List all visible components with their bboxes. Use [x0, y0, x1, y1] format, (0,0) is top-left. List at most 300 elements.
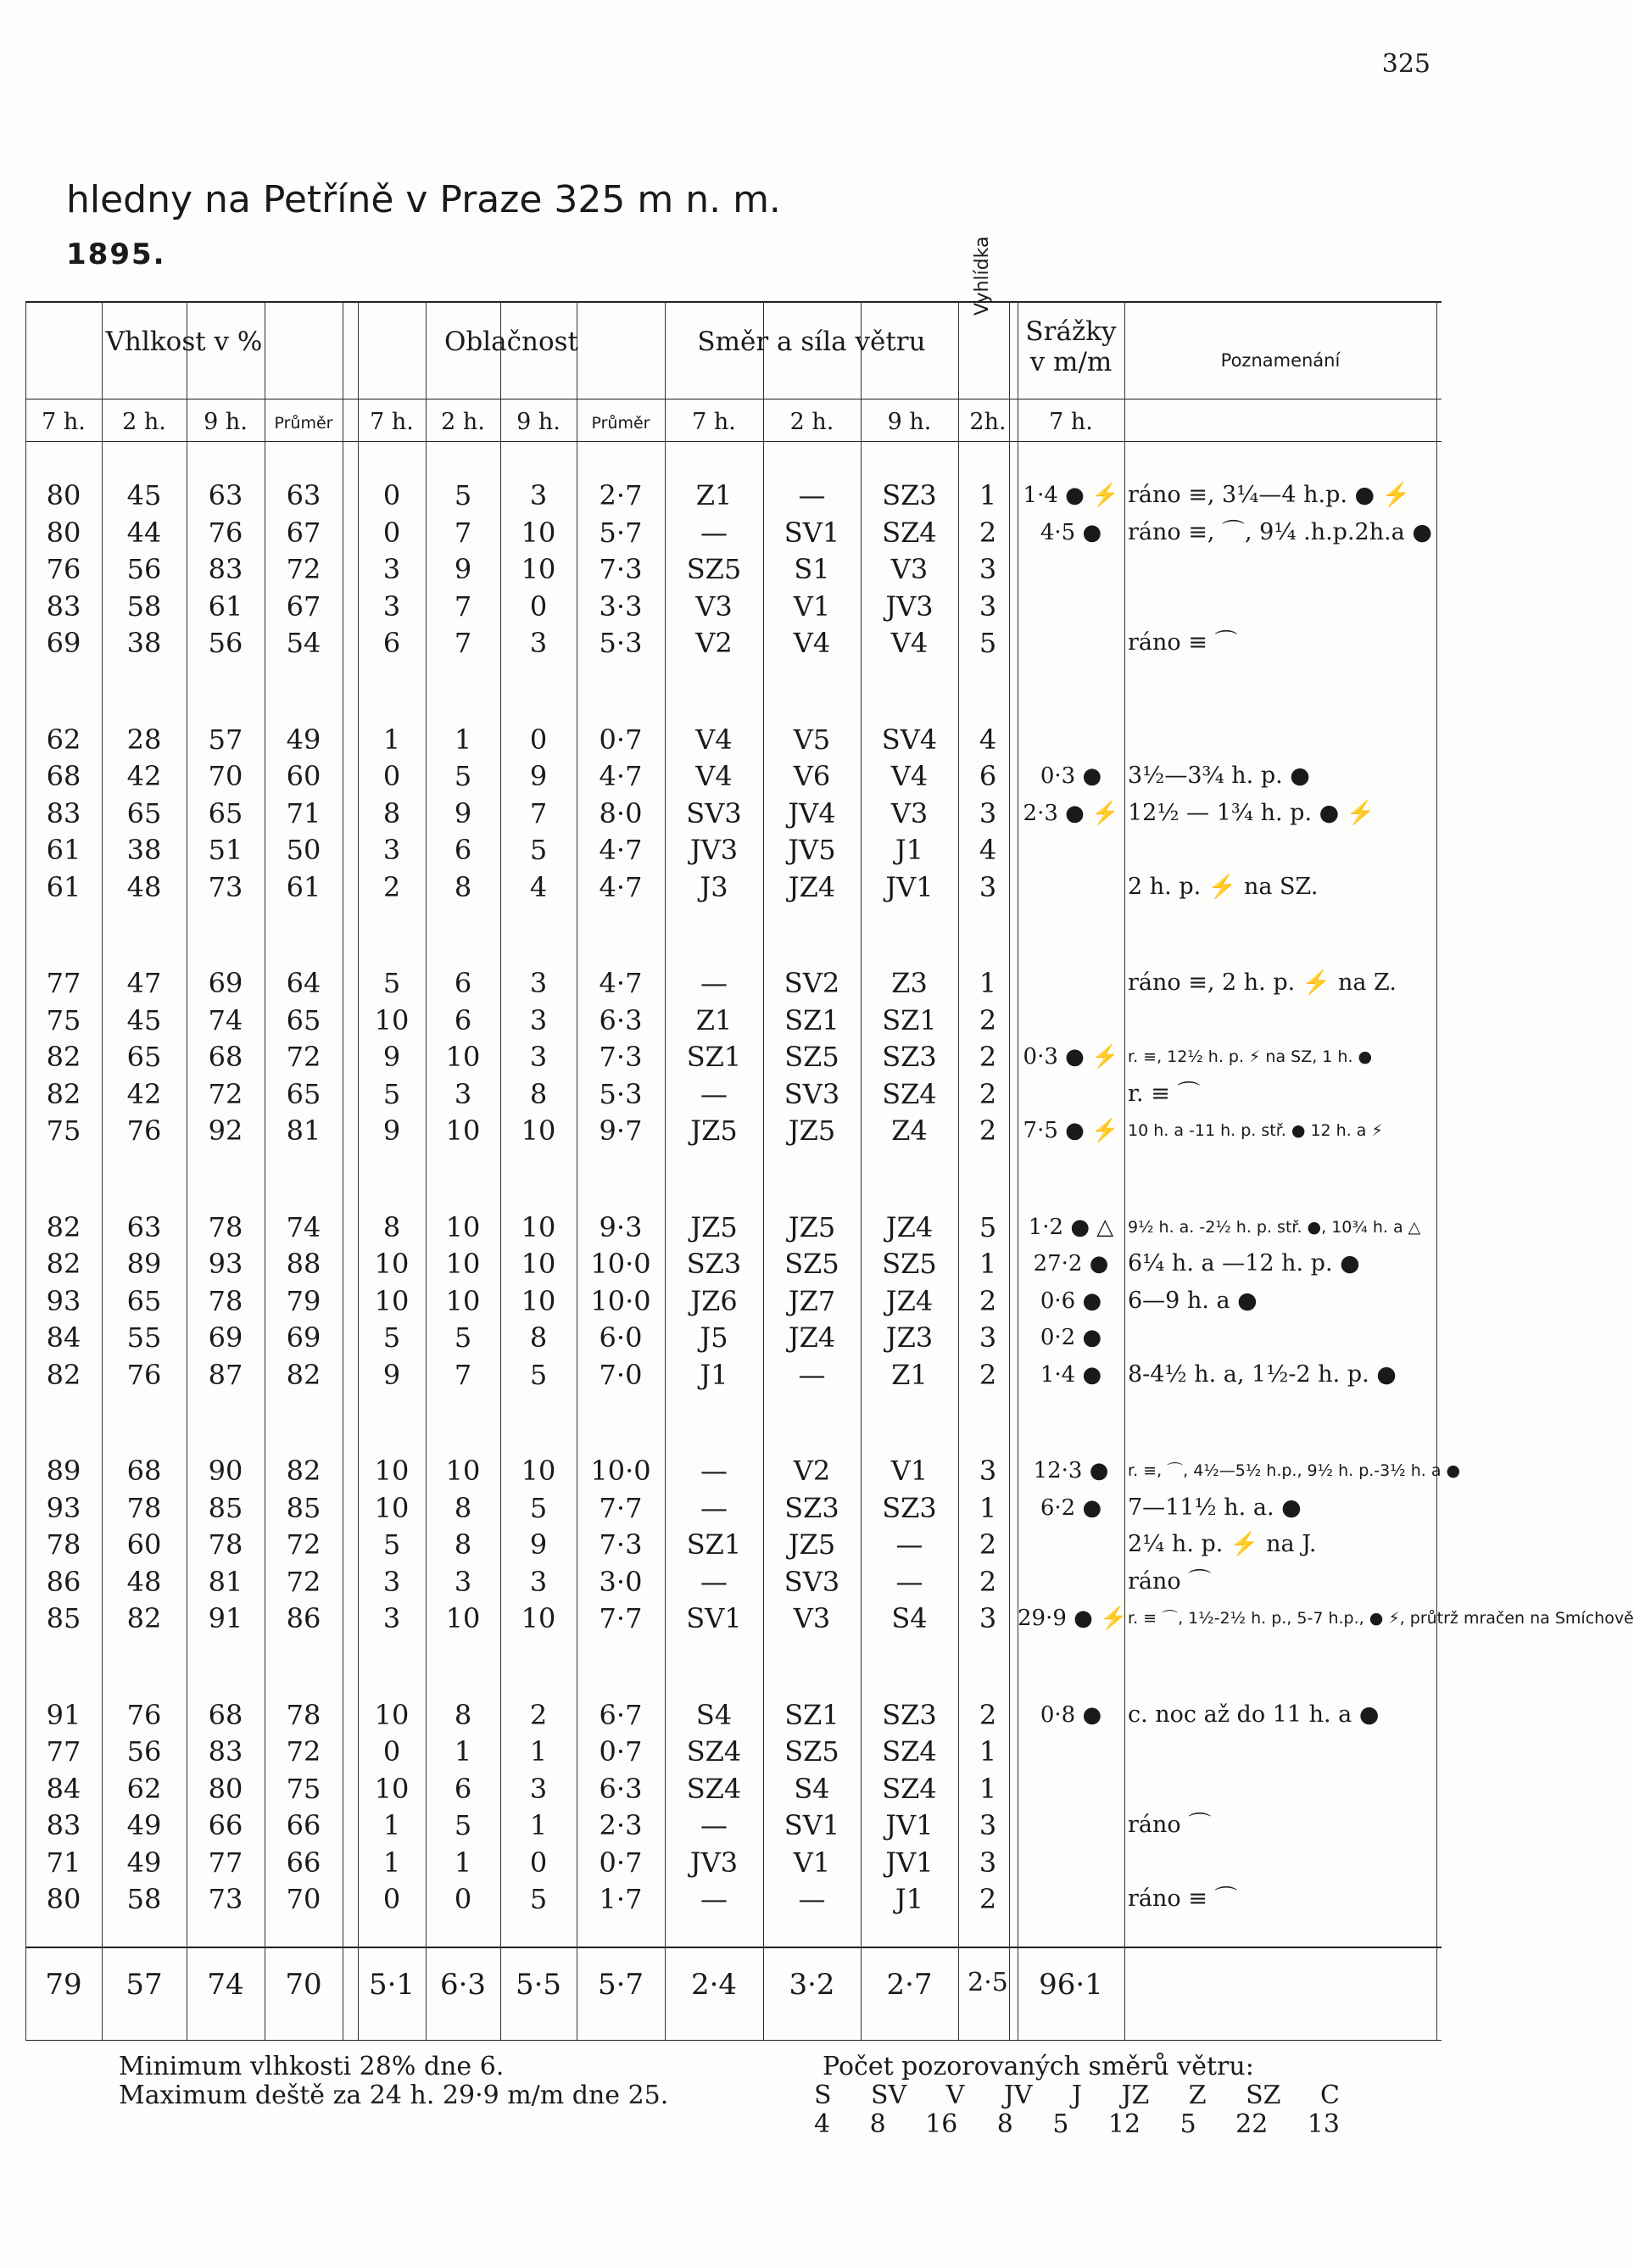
- table-cell: 10: [445, 1114, 481, 1147]
- table-cell: —: [700, 967, 728, 999]
- table-cell: 0·3 ● ⚡: [1023, 1044, 1119, 1070]
- table-cell: 9: [382, 1114, 401, 1147]
- sub-header: 2 h.: [122, 409, 166, 435]
- table-cell: 2: [979, 516, 997, 549]
- table-cell: JZ5: [788, 1114, 836, 1147]
- table-cell: 83: [208, 1735, 243, 1768]
- table-cell: 49: [286, 723, 321, 756]
- table-cell: 77: [208, 1846, 243, 1879]
- table-cell: 76: [126, 1698, 162, 1731]
- table-cell: 7: [529, 796, 548, 830]
- table-cell: 3: [979, 1846, 997, 1879]
- table-cell: 84: [46, 1772, 81, 1805]
- table-cell: 10: [445, 1248, 481, 1280]
- table-cell: 10: [374, 1491, 410, 1524]
- table-cell: 76: [46, 553, 81, 585]
- table-cell: 2: [979, 1358, 997, 1391]
- table-cell: 0: [454, 1883, 472, 1915]
- table-cell: 4: [529, 870, 548, 903]
- table-cell: 83: [46, 1809, 81, 1841]
- table-cell: S4: [891, 1602, 928, 1634]
- table-cell: V4: [695, 760, 733, 792]
- table-cell: 10: [521, 1210, 556, 1243]
- remark-cell: 10 h. a -11 h. p. stř. ● 12 h. a ⚡: [1128, 1121, 1383, 1140]
- total-cell: 2·5: [968, 1968, 1008, 1997]
- table-cell: 67: [286, 589, 321, 623]
- table-cell: 56: [126, 1735, 162, 1768]
- table-cell: 72: [286, 1041, 321, 1073]
- dir-count: 16: [925, 2109, 958, 2139]
- table-cell: SZ1: [686, 1528, 742, 1561]
- table-cell: 1: [454, 1846, 472, 1879]
- table-cell: 82: [286, 1455, 321, 1487]
- total-cell: 5·1: [368, 1968, 415, 2002]
- table-cell: 57: [208, 723, 243, 756]
- table-cell: 75: [286, 1772, 321, 1805]
- table-cell: 72: [286, 1565, 321, 1598]
- table-cell: 3: [529, 1003, 548, 1036]
- table-cell: SV4: [881, 723, 938, 756]
- table-cell: 0·3 ●: [1040, 763, 1102, 789]
- table-cell: 1: [979, 1735, 997, 1768]
- table-cell: —: [798, 1358, 826, 1391]
- table-cell: V3: [890, 553, 929, 585]
- table-cell: 2: [979, 1883, 997, 1915]
- dir-label: J: [1071, 2081, 1082, 2110]
- table-cell: —: [700, 1883, 728, 1915]
- table-cell: 45: [126, 479, 162, 511]
- table-cell: 3: [382, 1602, 401, 1634]
- table-cell: 85: [208, 1491, 243, 1524]
- table-cell: 80: [46, 516, 81, 549]
- table-cell: 2·3: [599, 1809, 643, 1841]
- dir-label: C: [1319, 2081, 1340, 2110]
- dir-count: 4: [814, 2109, 831, 2139]
- total-cell: 5·7: [597, 1968, 644, 2002]
- table-cell: —: [798, 479, 826, 511]
- table-cell: 89: [46, 1455, 81, 1487]
- table-cell: 50: [286, 834, 321, 866]
- table-cell: 82: [126, 1602, 162, 1634]
- table-cell: 8·0: [599, 796, 643, 830]
- table-cell: SZ3: [882, 1491, 937, 1524]
- remark-cell: r. ≡ ⌒, 1½-2½ h. p., 5-7 h.p., ● ⚡, průtrž mračen na Smíchově: [1128, 1609, 1634, 1628]
- table-cell: 8: [454, 1491, 472, 1524]
- table-cell: 10: [521, 1114, 556, 1147]
- table-cell: 1: [529, 1735, 548, 1768]
- table-cell: 2: [979, 1698, 997, 1731]
- table-cell: 10: [445, 1041, 481, 1073]
- table-cell: 72: [286, 1528, 321, 1561]
- table-cell: V2: [695, 627, 733, 659]
- table-cell: 7: [454, 1358, 472, 1391]
- table-cell: 1: [979, 479, 997, 511]
- table-cell: 8: [454, 1698, 472, 1731]
- table-cell: 5: [529, 1358, 548, 1391]
- table-cell: 55: [126, 1321, 162, 1354]
- table-cell: 51: [208, 834, 243, 866]
- table-cell: 2: [979, 1041, 997, 1073]
- table-cell: 65: [286, 1077, 321, 1110]
- table-cell: JZ4: [788, 870, 836, 903]
- table-cell: 0·7: [599, 723, 643, 756]
- remark-cell: ráno ⌒: [1128, 1567, 1212, 1595]
- remark-cell: 2¼ h. p. ⚡ na J.: [1128, 1531, 1317, 1557]
- table-cell: 76: [126, 1358, 162, 1391]
- table-cell: 38: [126, 627, 162, 659]
- table-cell: 5: [382, 967, 401, 999]
- table-cell: 3: [454, 1077, 472, 1110]
- table-cell: 10: [374, 1284, 410, 1317]
- table-cell: 10: [374, 1003, 410, 1036]
- table-cell: 10: [374, 1248, 410, 1280]
- table-cell: 7·7: [599, 1602, 643, 1634]
- table-cell: JV1: [885, 870, 934, 903]
- dir-count: 22: [1235, 2109, 1269, 2139]
- table-cell: SZ5: [686, 553, 742, 585]
- table-cell: 0: [529, 723, 548, 756]
- table-cell: SV1: [686, 1602, 742, 1634]
- sub-header: Průměr: [591, 414, 650, 433]
- table-cell: 83: [46, 796, 81, 830]
- table-cell: Z1: [695, 479, 733, 511]
- table-cell: 10: [445, 1602, 481, 1634]
- table-cell: 7·5 ● ⚡: [1023, 1118, 1119, 1143]
- table-cell: 5: [529, 1491, 548, 1524]
- sub-header: 9 h.: [204, 409, 248, 435]
- table-cell: V3: [890, 796, 929, 830]
- dir-count: 8: [996, 2109, 1013, 2139]
- dir-label: JV: [1003, 2081, 1033, 2110]
- table-cell: 84: [46, 1321, 81, 1354]
- remark-cell: ráno ≡ ⌒: [1128, 1885, 1238, 1912]
- table-cell: Z4: [891, 1114, 928, 1147]
- table-cell: 8: [529, 1321, 548, 1354]
- table-cell: —: [700, 1565, 728, 1598]
- table-cell: 3: [979, 589, 997, 623]
- table-cell: 7·0: [599, 1358, 643, 1391]
- table-cell: 1: [454, 1735, 472, 1768]
- table-cell: 63: [286, 479, 321, 511]
- total-cell: 74: [207, 1968, 244, 2002]
- table-cell: 10·0: [590, 1248, 651, 1280]
- table-cell: 49: [126, 1809, 162, 1841]
- sub-header: 2h.: [969, 409, 1007, 435]
- table-cell: 10·0: [590, 1455, 651, 1487]
- table-cell: 93: [46, 1491, 81, 1524]
- table-cell: 1: [382, 723, 401, 756]
- table-cell: 62: [46, 723, 81, 756]
- table-cell: 93: [46, 1284, 81, 1317]
- table-cell: 1: [382, 1846, 401, 1879]
- remark-cell: ráno ≡, 3¼—4 h.p. ● ⚡: [1128, 482, 1411, 508]
- total-cell: 70: [285, 1968, 322, 2002]
- table-cell: 6: [382, 627, 401, 659]
- table-cell: S1: [794, 553, 830, 585]
- table-cell: 3: [979, 1455, 997, 1487]
- table-cell: 9·7: [599, 1114, 643, 1147]
- sub-header: 7 h.: [42, 409, 86, 435]
- table-cell: 1: [979, 1248, 997, 1280]
- table-cell: 2: [979, 1528, 997, 1561]
- table-cell: 6: [979, 760, 997, 792]
- table-cell: S4: [695, 1698, 733, 1731]
- dir-label: SV: [871, 2081, 907, 2110]
- table-cell: SZ4: [882, 1772, 937, 1805]
- table-cell: 75: [46, 1114, 81, 1147]
- table-cell: 2: [979, 1114, 997, 1147]
- table-cell: 0·8 ●: [1040, 1701, 1102, 1728]
- table-cell: SZ4: [882, 1077, 937, 1110]
- table-cell: SV1: [784, 1809, 840, 1841]
- table-cell: 75: [46, 1003, 81, 1036]
- dir-count: 5: [1179, 2109, 1196, 2139]
- table-cell: 67: [286, 516, 321, 549]
- total-cell: 6·3: [439, 1968, 487, 2002]
- remark-cell: ráno ≡, 2 h. p. ⚡ na Z.: [1128, 969, 1397, 996]
- table-cell: 66: [286, 1809, 321, 1841]
- table-cell: JZ4: [788, 1321, 836, 1354]
- table-cell: V4: [890, 627, 929, 659]
- table-cell: 5: [454, 1809, 472, 1841]
- table-cell: 74: [286, 1210, 321, 1243]
- table-cell: 86: [46, 1565, 81, 1598]
- table-cell: 4·7: [599, 834, 643, 866]
- table-cell: 5: [382, 1077, 401, 1110]
- totals-rule-bottom: [25, 2040, 1442, 2041]
- grid-line: [1436, 301, 1437, 2040]
- table-cell: 71: [286, 796, 321, 830]
- remark-cell: ráno ≡ ⌒: [1128, 629, 1238, 656]
- sub-header: 7 h.: [692, 409, 736, 435]
- table-cell: 61: [286, 870, 321, 903]
- table-cell: 69: [208, 1321, 243, 1354]
- table-cell: 7·3: [599, 553, 643, 585]
- table-cell: SZ5: [784, 1248, 839, 1280]
- table-cell: 47: [126, 967, 162, 999]
- table-cell: 6·0: [599, 1321, 643, 1354]
- table-cell: 7: [454, 627, 472, 659]
- table-cell: 65: [208, 796, 243, 830]
- table-cell: 77: [46, 1735, 81, 1768]
- table-cell: 3: [529, 967, 548, 999]
- table-cell: 8: [529, 1077, 548, 1110]
- table-cell: 54: [286, 627, 321, 659]
- table-cell: 1: [454, 723, 472, 756]
- table-cell: SZ4: [686, 1735, 742, 1768]
- table-cell: 3: [979, 1809, 997, 1841]
- table-cell: 3: [979, 870, 997, 903]
- remark-cell: 6—9 h. a ●: [1128, 1287, 1258, 1314]
- table-cell: —: [798, 1883, 826, 1915]
- table-cell: 58: [126, 1883, 162, 1915]
- table-cell: SV3: [686, 796, 742, 830]
- table-cell: 3: [454, 1565, 472, 1598]
- table-cell: 10: [521, 1455, 556, 1487]
- dir-count: 12: [1107, 2109, 1141, 2139]
- table-cell: 7·3: [599, 1041, 643, 1073]
- table-cell: 91: [208, 1602, 243, 1634]
- table-cell: 58: [126, 589, 162, 623]
- table-cell: 4: [979, 834, 997, 866]
- table-cell: 3·3: [599, 589, 643, 623]
- dir-label: SZ: [1246, 2081, 1281, 2110]
- page-title: hledny na Petříně v Praze 325 m n. m.: [66, 178, 781, 221]
- table-cell: 29·9 ● ⚡: [1018, 1606, 1128, 1631]
- page-number: 325: [1381, 49, 1430, 79]
- remark-cell: 2 h. p. ⚡ na SZ.: [1128, 873, 1319, 900]
- table-cell: 10: [521, 553, 556, 585]
- total-cell: 5·5: [515, 1968, 562, 2002]
- table-cell: 61: [208, 589, 243, 623]
- table-cell: 56: [126, 553, 162, 585]
- table-cell: 5: [454, 1321, 472, 1354]
- table-cell: 89: [126, 1248, 162, 1280]
- table-cell: 2·7: [599, 479, 643, 511]
- table-cell: 0·6 ●: [1040, 1288, 1102, 1314]
- table-cell: SZ3: [882, 1698, 937, 1731]
- table-cell: 68: [46, 760, 81, 792]
- header-notes: Poznamenání: [1220, 350, 1341, 371]
- total-cell: 3·2: [789, 1968, 835, 2002]
- header-humidity: Vhlkost v %: [105, 327, 263, 357]
- table-cell: 5·3: [599, 627, 643, 659]
- remark-cell: r. ≡ ⌒: [1128, 1080, 1201, 1107]
- table-cell: 68: [208, 1041, 243, 1073]
- table-cell: JZ5: [690, 1210, 738, 1243]
- table-cell: SV3: [784, 1077, 840, 1110]
- table-cell: SZ3: [784, 1491, 839, 1524]
- table-cell: 0·7: [599, 1846, 643, 1879]
- table-cell: J1: [895, 834, 924, 866]
- table-cell: 69: [208, 967, 243, 999]
- sub-header: 9 h.: [887, 409, 932, 435]
- table-cell: 65: [126, 1284, 162, 1317]
- table-cell: 10: [521, 516, 556, 549]
- table-cell: 2: [529, 1698, 548, 1731]
- table-cell: 1·2 ● △: [1028, 1214, 1114, 1240]
- table-cell: 62: [126, 1772, 162, 1805]
- table-cell: V3: [793, 1602, 831, 1634]
- dir-count: 13: [1307, 2109, 1340, 2139]
- table-cell: V1: [793, 589, 831, 623]
- table-cell: 10: [445, 1455, 481, 1487]
- table-cell: —: [700, 1809, 728, 1841]
- table-cell: SZ1: [686, 1041, 742, 1073]
- table-cell: 5: [454, 760, 472, 792]
- table-cell: 4·7: [599, 967, 643, 999]
- table-cell: 69: [286, 1321, 321, 1354]
- table-cell: 4·7: [599, 870, 643, 903]
- table-cell: 63: [126, 1210, 162, 1243]
- year-label: 1895.: [66, 237, 166, 271]
- table-cell: 1: [979, 967, 997, 999]
- table-cell: SV1: [784, 516, 840, 549]
- table-cell: J1: [700, 1358, 728, 1391]
- table-cell: 78: [286, 1698, 321, 1731]
- table-cell: 61: [46, 834, 81, 866]
- table-cell: J5: [700, 1321, 728, 1354]
- table-cell: JZ4: [885, 1210, 934, 1243]
- table-cell: 68: [126, 1455, 162, 1487]
- table-cell: 10: [521, 1602, 556, 1634]
- remark-cell: 12½ — 1¾ h. p. ● ⚡: [1128, 799, 1375, 826]
- total-cell: 2·4: [690, 1968, 738, 2002]
- table-cell: SZ5: [784, 1041, 839, 1073]
- table-cell: 60: [286, 760, 321, 792]
- table-cell: 5·3: [599, 1077, 643, 1110]
- table-cell: 2: [979, 1077, 997, 1110]
- table-cell: 93: [208, 1248, 243, 1280]
- table-cell: 3: [529, 479, 548, 511]
- table-cell: V1: [793, 1846, 831, 1879]
- dir-label: JZ: [1121, 2081, 1150, 2110]
- table-cell: 3·0: [599, 1565, 643, 1598]
- table-cell: 28: [126, 723, 162, 756]
- table-cell: JZ5: [788, 1528, 836, 1561]
- table-cell: 79: [286, 1284, 321, 1317]
- table-cell: 1·7: [599, 1883, 643, 1915]
- table-cell: 65: [126, 796, 162, 830]
- dir-count: 8: [869, 2109, 886, 2139]
- table-cell: 65: [286, 1003, 321, 1036]
- table-cell: 3: [382, 834, 401, 866]
- total-cell: 96·1: [1039, 1968, 1103, 2002]
- sub-header: 2 h.: [789, 409, 834, 435]
- table-cell: JZ6: [690, 1284, 738, 1317]
- table-cell: 42: [126, 1077, 162, 1110]
- sub-header: 7 h.: [370, 409, 414, 435]
- table-cell: 2: [382, 870, 401, 903]
- table-cell: —: [700, 1455, 728, 1487]
- table-cell: 82: [46, 1077, 81, 1110]
- table-cell: 73: [208, 1883, 243, 1915]
- table-cell: 3: [529, 1772, 548, 1805]
- table-cell: 5: [529, 1883, 548, 1915]
- table-cell: SZ5: [784, 1735, 839, 1768]
- table-cell: 7: [454, 516, 472, 549]
- table-cell: 0: [382, 1735, 401, 1768]
- table-cell: 74: [208, 1003, 243, 1036]
- table-cell: 69: [46, 627, 81, 659]
- table-cell: 3: [979, 553, 997, 585]
- table-cell: 71: [46, 1846, 81, 1879]
- table-cell: JV4: [788, 796, 836, 830]
- footer-dirs: [814, 2081, 1340, 2110]
- table-cell: 73: [208, 870, 243, 903]
- table-cell: 4: [979, 723, 997, 756]
- table-cell: 83: [208, 553, 243, 585]
- table-cell: 64: [286, 967, 321, 999]
- table-cell: JV3: [885, 589, 934, 623]
- table-cell: 0: [382, 1883, 401, 1915]
- table-cell: 72: [286, 553, 321, 585]
- table-cell: 91: [46, 1698, 81, 1731]
- footer-max: Maximum deště za 24 h. 29·9 m/m dne 25.: [119, 2081, 669, 2110]
- table-cell: 3: [529, 1565, 548, 1598]
- table-cell: —: [895, 1565, 923, 1598]
- table-cell: 9: [382, 1358, 401, 1391]
- table-cell: 85: [46, 1602, 81, 1634]
- table-cell: 7·7: [599, 1491, 643, 1524]
- table-cell: 0: [382, 760, 401, 792]
- table-cell: 88: [286, 1248, 321, 1280]
- table-cell: 60: [126, 1528, 162, 1561]
- table-cell: 8: [382, 1210, 401, 1243]
- table-cell: 6: [454, 967, 472, 999]
- table-cell: SZ3: [686, 1248, 742, 1280]
- table-cell: 61: [46, 870, 81, 903]
